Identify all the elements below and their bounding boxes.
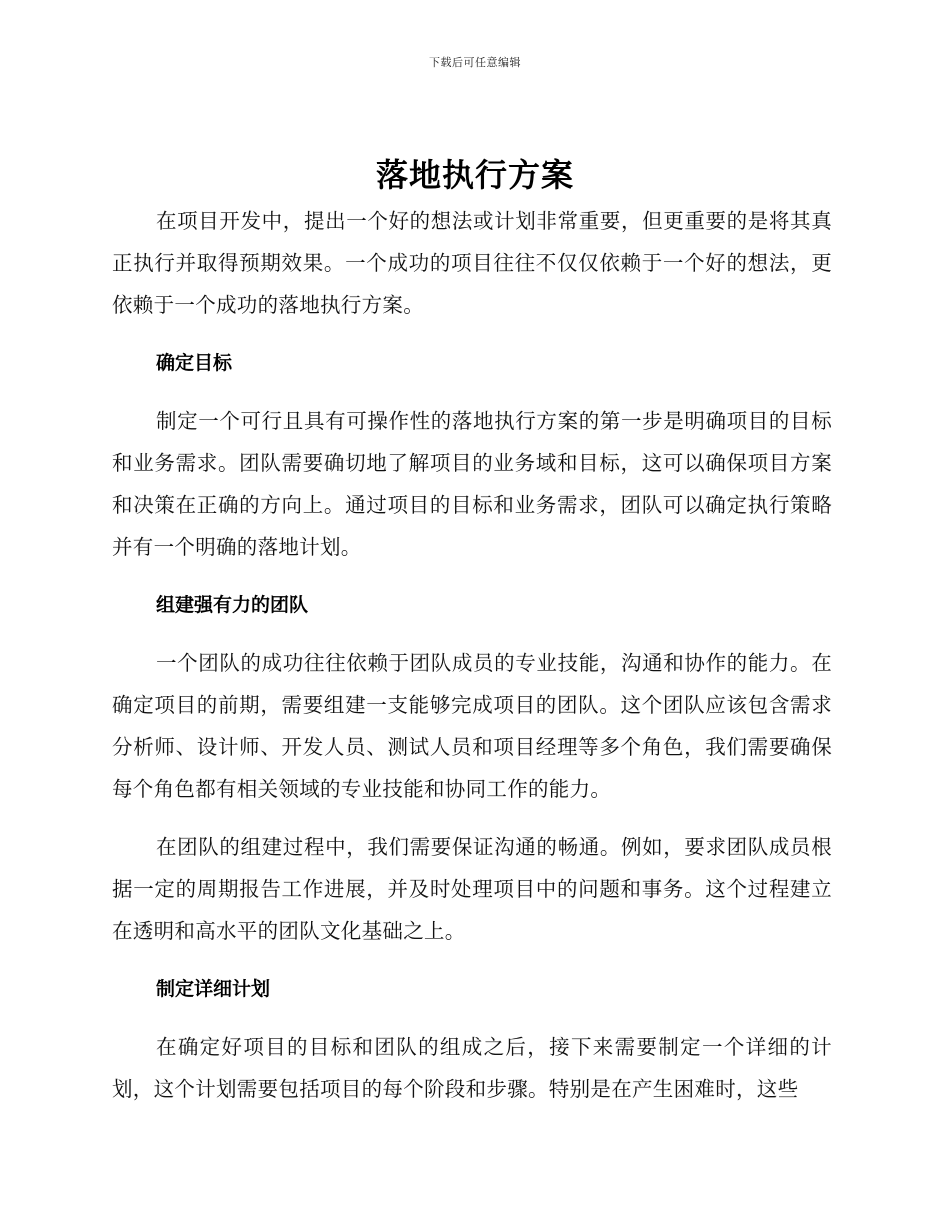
section-heading-team: 组建强有力的团队 xyxy=(156,594,309,616)
section-paragraph: 在团队的组建过程中，我们需要保证沟通的畅通。例如，要求团队成员根据一定的周期报告工作进展，并及时处理项目中的问题和事务。这个过程建立在透明和高水平的团队文化基础之上。 xyxy=(112,835,832,943)
section-paragraph: 制定一个可行且具有可操作性的落地执行方案的第一步是明确项目的目标和业务需求。团队需要确切地了解项目的业务域和目标，这可以确保项目方案和决策在正确的方向上。通过项目的目标和业务需求，团队可以确定执行策略并有一个明确的落地计划。 xyxy=(112,409,832,559)
header-note: 下载后可任意编辑 xyxy=(429,56,521,69)
section-paragraph: 在确定好项目的目标和团队的组成之后，接下来需要制定一个详细的计划，这个计划需要包括项目的每个阶段和步骤。特别是在产生困难时，这些 xyxy=(112,1035,832,1101)
section-paragraph: 一个团队的成功往往依赖于团队成员的专业技能，沟通和协作的能力。在确定项目的前期，需要组建一支能够完成项目的团队。这个团队应该包含需求分析师、设计师、开发人员、测试人员和项目经理等多个角色，我们需要确保每个角色都有相关领域的专业技能和协同工作的能力。 xyxy=(112,651,832,801)
document-title: 落地执行方案 xyxy=(375,156,574,194)
intro-paragraph: 在项目开发中，提出一个好的想法或计划非常重要，但更重要的是将其真正执行并取得预期效果。一个成功的项目往往不仅仅依赖于一个好的想法，更依赖于一个成功的落地执行方案。 xyxy=(112,209,832,317)
document-body xyxy=(112,200,832,1126)
section-heading-goals: 确定目标 xyxy=(156,352,233,374)
section-heading-plan: 制定详细计划 xyxy=(156,978,271,1000)
